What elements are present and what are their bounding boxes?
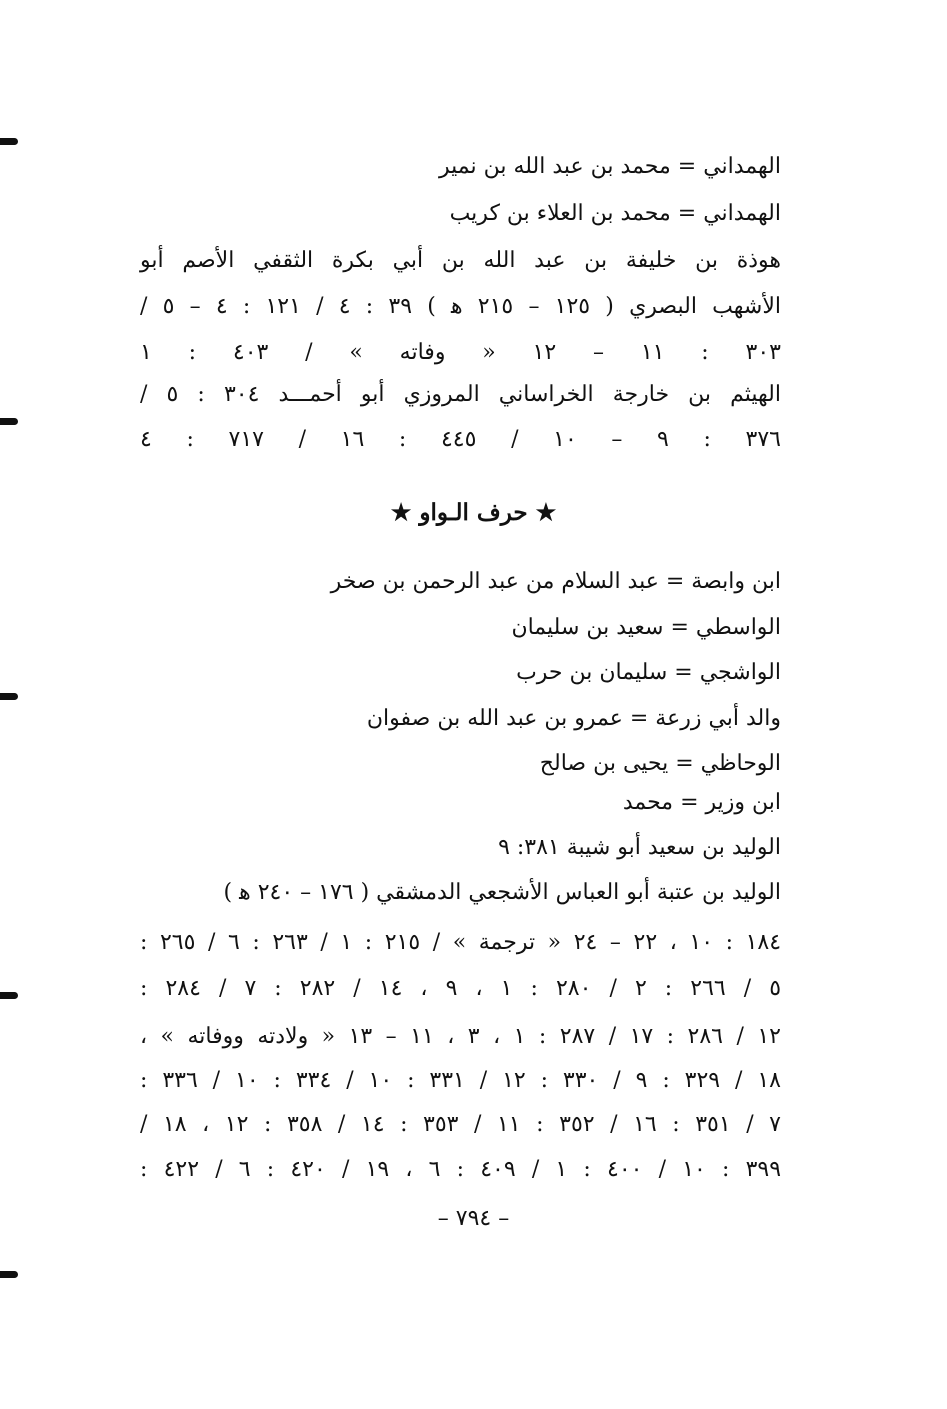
index-entry-continuation: ١٨٤ : ١٠ ، ٢٢ – ٢٤ « ترجمة » / ٢١٥ : ١ / ٢٦٣ : ٦ / ٢٦٥ : [140,930,782,955]
index-entry: الواسطي = سعيد بن سليمان [511,615,781,640]
index-entry: الهمداني = محمد بن العلاء بن كريب [449,201,781,226]
page-number: – ٧٩٤ – [437,1206,510,1231]
index-entry: والد أبي زرعة = عمرو بن عبد الله بن صفوان [366,706,781,731]
margin-mark [0,1271,18,1278]
index-entry-continuation: ٥ / ٢٦٦ : ٢ / ٢٨٠ : ١ ، ٩ ، ١٤ / ٢٨٢ : ٧ / ٢٨٤ : [140,976,782,1001]
index-entry-continuation: ٣٠٣ : ١١ – ١٢ « وفاته » / ٤٠٣ : ١ [140,340,781,365]
index-entry: الوحاظي = يحيى بن صالح [539,751,781,776]
section-heading: ★ حرف الـواو ★ [390,499,557,526]
index-entry: الهمداني = محمد بن عبد الله بن نمير [439,154,781,179]
index-entry-continuation: ١٨ / ٣٢٩ : ٩ / ٣٣٠ : ١٢ / ٣٣١ : ١٠ / ٣٣٤ : ١٠ / ٣٣٦ : [140,1068,781,1093]
index-entry: الوليد بن سعيد أبو شيبة ٣٨١: ٩ [498,835,781,860]
index-entry-continuation: الأشهب البصري ( ١٢٥ – ٢١٥ ﻫ ) ٣٩ : ٤ / ١٢١ : ٤ – ٥ / [140,294,781,319]
index-entry: ابن وابصة = عبد السلام من عبد الرحمن بن صخر [330,569,781,594]
index-entry: هوذة بن خليفة بن عبد الله بن أبي بكرة الثقفي الأصم أبو [140,248,781,273]
index-entry: الهيثم بن خارجة الخراساني المروزي أبو أحمـــد ٣٠٤ : ٥ / [140,382,781,407]
margin-mark [0,693,18,700]
index-entry-continuation: ٣٩٩ : ١٠ / ٤٠٠ : ١ / ٤٠٩ : ٦ ، ١٩ / ٤٢٠ : ٦ / ٤٢٢ : [140,1157,782,1182]
margin-mark [0,418,18,425]
index-entry-continuation: ٣٧٦ : ٩ – ١٠ / ٤٤٥ : ١٦ / ٧١٧ : ٤ [140,427,781,452]
margin-mark [0,138,18,145]
index-entry: الوليد بن عتبة أبو العباس الأشجعي الدمشقي ( ١٧٦ – ٢٤٠ ﻫ ) [223,880,781,905]
margin-mark [0,992,18,999]
index-entry: ابن وزير = محمد [622,790,781,815]
index-entry-continuation: ٧ / ٣٥١ : ١٦ / ٣٥٢ : ١١ / ٣٥٣ : ١٤ / ٣٥٨ : ١٢ ، ١٨ / [140,1112,781,1137]
index-entry-continuation: ١٢ / ٢٨٦ : ١٧ / ٢٨٧ : ١ ، ٣ ، ١١ – ١٣ « ولادته ووفاته » ، [140,1024,781,1049]
index-entry: الواشجي = سليمان بن حرب [516,660,781,685]
